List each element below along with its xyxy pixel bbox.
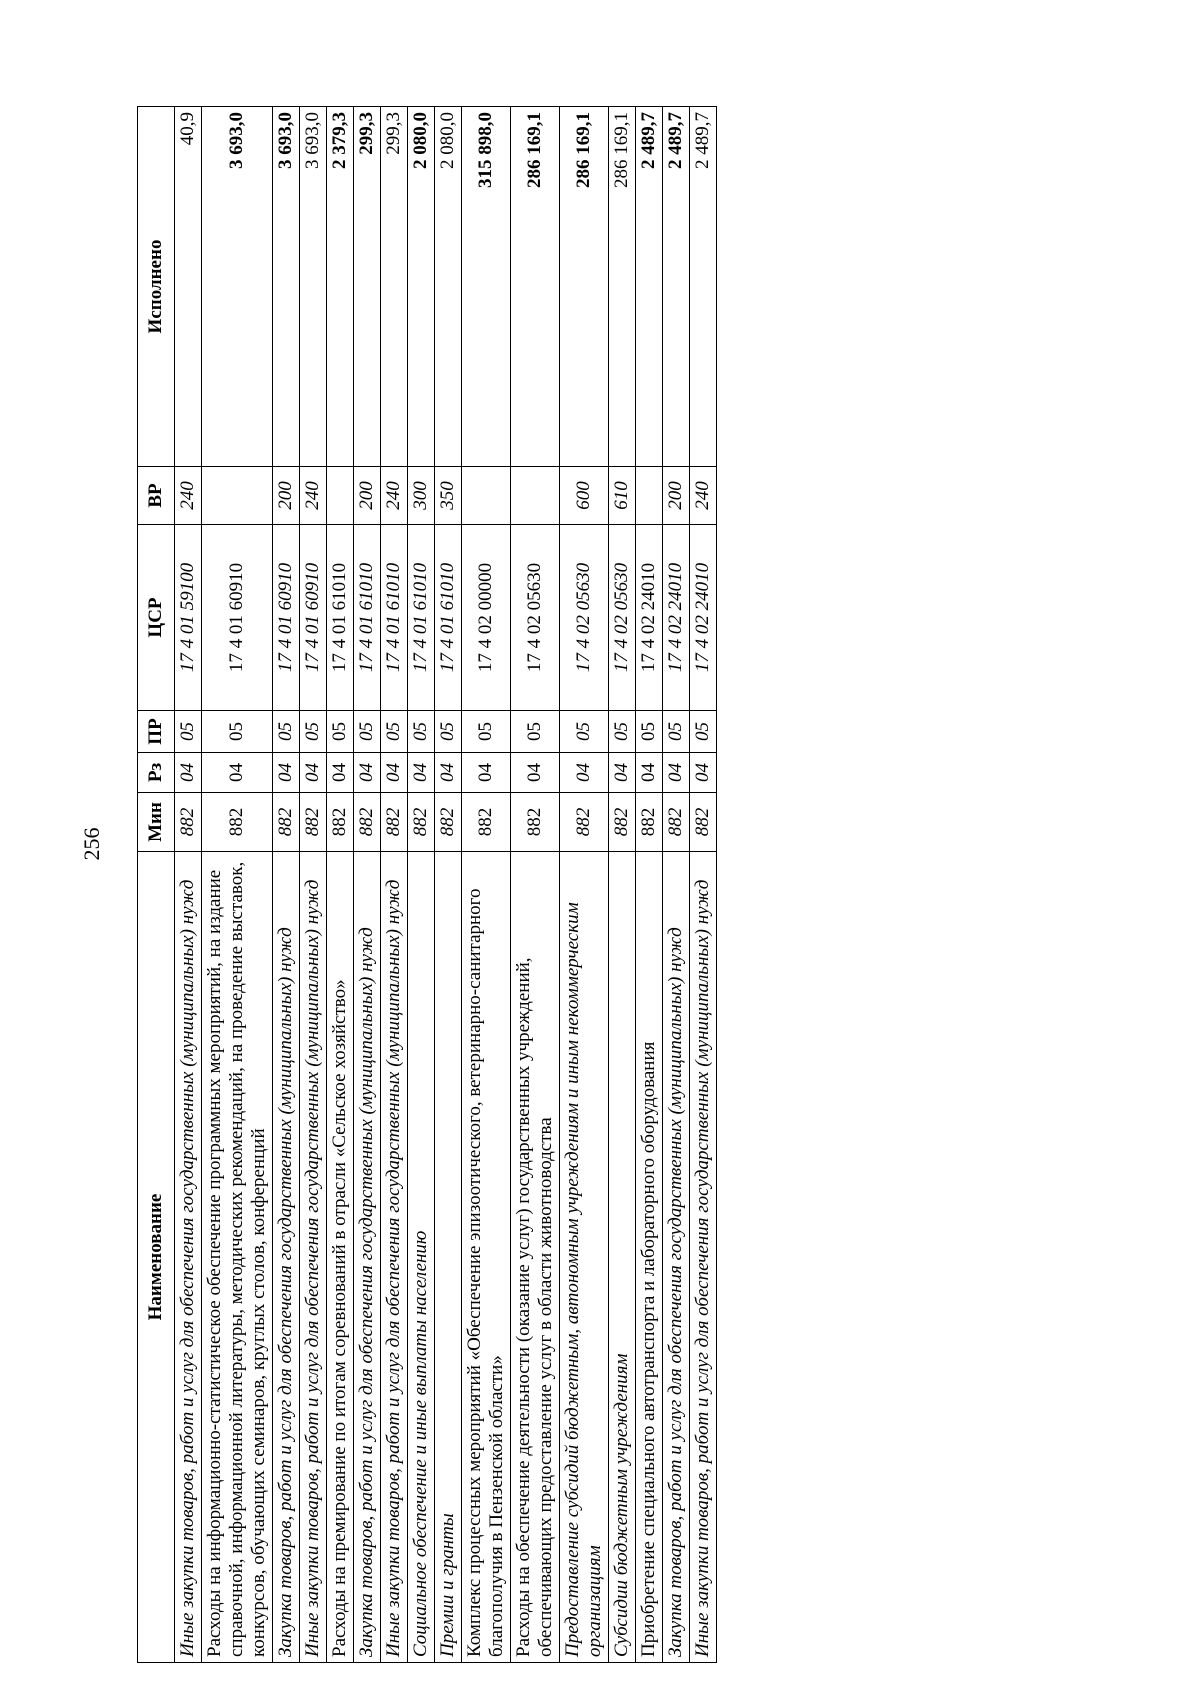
- cell-csr: 17 4 02 00000: [462, 525, 511, 711]
- cell-pr: 05: [202, 711, 273, 753]
- cell-rz: 04: [560, 753, 609, 793]
- cell-pr: 05: [636, 711, 663, 753]
- table-row: [636, 107, 663, 1663]
- cell-name: Приобретение специального автотранспорта и лабораторного оборудования: [636, 852, 663, 1663]
- cell-name: Расходы на обеспечение деятельности (оказание услуг) государственных учреждений, обеспечивающих предоставление услуг в области животноводства: [511, 852, 560, 1663]
- cell-min: 882: [300, 793, 327, 852]
- cell-min: 882: [690, 793, 717, 852]
- cell-name: Расходы на информационно-статистическое обеспечение программных мероприятий, на издание справочной, информационной литературы, методических рекомендаций, на проведение выставок, конкурсов, обучающих семинаров, круглых столов, конференций: [202, 852, 273, 1663]
- cell-amount: 286 169,1: [560, 107, 609, 467]
- table-header-row: [138, 107, 175, 1663]
- cell-csr: 17 4 01 61010: [408, 525, 435, 711]
- cell-csr: 17 4 01 59100: [175, 525, 202, 711]
- table-row: [354, 107, 381, 1663]
- cell-min: 882: [663, 793, 690, 852]
- cell-min: 882: [636, 793, 663, 852]
- table-row: [202, 107, 273, 1663]
- cell-amount: 299,3: [381, 107, 408, 467]
- table-row: [381, 107, 408, 1663]
- cell-pr: 05: [511, 711, 560, 753]
- cell-amount: 3 693,0: [300, 107, 327, 467]
- table-row: [690, 107, 717, 1663]
- cell-amount: 2 080,0: [408, 107, 435, 467]
- cell-name: Иные закупки товаров, работ и услуг для обеспечения государственных (муниципальных) нужд: [381, 852, 408, 1663]
- cell-amount: 2 080,0: [435, 107, 462, 467]
- cell-pr: 05: [381, 711, 408, 753]
- cell-vr: 610: [609, 467, 636, 525]
- cell-pr: 05: [663, 711, 690, 753]
- cell-csr: 17 4 01 60910: [202, 525, 273, 711]
- header-min: Мин: [138, 793, 175, 852]
- cell-vr: [462, 467, 511, 525]
- cell-pr: 05: [435, 711, 462, 753]
- cell-csr: 17 4 01 61010: [435, 525, 462, 711]
- cell-rz: 04: [300, 753, 327, 793]
- table-row: [511, 107, 560, 1663]
- cell-min: 882: [609, 793, 636, 852]
- cell-min: 882: [354, 793, 381, 852]
- cell-vr: 240: [300, 467, 327, 525]
- cell-rz: 04: [381, 753, 408, 793]
- cell-rz: 04: [609, 753, 636, 793]
- cell-pr: 05: [462, 711, 511, 753]
- cell-amount: 2 379,3: [327, 107, 354, 467]
- cell-name: Субсидии бюджетным учреждениям: [609, 852, 636, 1663]
- cell-rz: 04: [202, 753, 273, 793]
- table-row: [462, 107, 511, 1663]
- cell-min: 882: [273, 793, 300, 852]
- cell-rz: 04: [327, 753, 354, 793]
- cell-csr: 17 4 02 24010: [690, 525, 717, 711]
- cell-vr: [636, 467, 663, 525]
- cell-amount: 3 693,0: [202, 107, 273, 467]
- cell-rz: 04: [273, 753, 300, 793]
- cell-vr: 350: [435, 467, 462, 525]
- cell-csr: 17 4 01 61010: [381, 525, 408, 711]
- table-container: [137, 107, 1027, 1663]
- cell-min: 882: [327, 793, 354, 852]
- cell-rz: 04: [511, 753, 560, 793]
- cell-pr: 05: [408, 711, 435, 753]
- cell-name: Социальное обеспечение и иные выплаты населению: [408, 852, 435, 1663]
- cell-name: Премии и гранты: [435, 852, 462, 1663]
- header-vr: ВР: [138, 467, 175, 525]
- cell-name: Закупка товаров, работ и услуг для обеспечения государственных (муниципальных) нужд: [273, 852, 300, 1663]
- cell-name: Комплекс процессных мероприятий «Обеспечение эпизоотического, ветеринарно-санитарного благополучия в Пензенской области»: [462, 852, 511, 1663]
- header-csr: ЦСР: [138, 525, 175, 711]
- table-row: [609, 107, 636, 1663]
- cell-csr: 17 4 02 05630: [560, 525, 609, 711]
- cell-csr: 17 4 01 61010: [327, 525, 354, 711]
- cell-rz: 04: [408, 753, 435, 793]
- table-row: [327, 107, 354, 1663]
- cell-vr: 200: [663, 467, 690, 525]
- table-body: [175, 107, 717, 1663]
- cell-rz: 04: [175, 753, 202, 793]
- cell-rz: 04: [663, 753, 690, 793]
- cell-amount: 40,9: [175, 107, 202, 467]
- cell-vr: [511, 467, 560, 525]
- cell-name: Закупка товаров, работ и услуг для обеспечения государственных (муниципальных) нужд: [663, 852, 690, 1663]
- cell-name: Иные закупки товаров, работ и услуг для обеспечения государственных (муниципальных) нужд: [300, 852, 327, 1663]
- header-rz: Рз: [138, 753, 175, 793]
- table-row: [663, 107, 690, 1663]
- cell-rz: 04: [354, 753, 381, 793]
- cell-rz: 04: [690, 753, 717, 793]
- table-row: [300, 107, 327, 1663]
- cell-name: Расходы на премирование по итогам соревнований в отрасли «Сельское хозяйство»: [327, 852, 354, 1663]
- cell-vr: 240: [381, 467, 408, 525]
- cell-rz: 04: [462, 753, 511, 793]
- cell-pr: 05: [327, 711, 354, 753]
- header-name: Наименование: [138, 852, 175, 1663]
- cell-csr: 17 4 02 24010: [663, 525, 690, 711]
- cell-csr: 17 4 01 60910: [273, 525, 300, 711]
- cell-vr: 200: [354, 467, 381, 525]
- header-pr: ПР: [138, 711, 175, 753]
- cell-min: 882: [202, 793, 273, 852]
- cell-csr: 17 4 01 61010: [354, 525, 381, 711]
- page-number: 256: [79, 827, 104, 861]
- budget-table: [137, 106, 717, 1663]
- cell-min: 882: [381, 793, 408, 852]
- table-row: [408, 107, 435, 1663]
- cell-vr: [202, 467, 273, 525]
- cell-vr: 200: [273, 467, 300, 525]
- cell-name: Предоставление субсидий бюджетным, автономным учреждениям и иным некоммерческим организациям: [560, 852, 609, 1663]
- cell-vr: 300: [408, 467, 435, 525]
- cell-amount: 286 169,1: [511, 107, 560, 467]
- cell-name: Закупка товаров, работ и услуг для обеспечения государственных (муниципальных) нужд: [354, 852, 381, 1663]
- cell-vr: [327, 467, 354, 525]
- cell-amount: 2 489,7: [663, 107, 690, 467]
- cell-min: 882: [175, 793, 202, 852]
- cell-min: 882: [511, 793, 560, 852]
- cell-pr: 05: [300, 711, 327, 753]
- cell-vr: 240: [175, 467, 202, 525]
- cell-vr: 600: [560, 467, 609, 525]
- cell-pr: 05: [175, 711, 202, 753]
- cell-min: 882: [560, 793, 609, 852]
- cell-pr: 05: [560, 711, 609, 753]
- cell-min: 882: [408, 793, 435, 852]
- cell-csr: 17 4 02 05630: [609, 525, 636, 711]
- header-amount: Исполнено: [138, 107, 175, 467]
- cell-name: Иные закупки товаров, работ и услуг для обеспечения государственных (муниципальных) нужд: [690, 852, 717, 1663]
- table-row: [175, 107, 202, 1663]
- cell-amount: 315 898,0: [462, 107, 511, 467]
- cell-pr: 05: [273, 711, 300, 753]
- cell-csr: 17 4 02 24010: [636, 525, 663, 711]
- cell-rz: 04: [435, 753, 462, 793]
- cell-pr: 05: [690, 711, 717, 753]
- cell-amount: 3 693,0: [273, 107, 300, 467]
- cell-amount: 299,3: [354, 107, 381, 467]
- cell-min: 882: [435, 793, 462, 852]
- cell-amount: 2 489,7: [636, 107, 663, 467]
- cell-vr: 240: [690, 467, 717, 525]
- table-row: [435, 107, 462, 1663]
- cell-min: 882: [462, 793, 511, 852]
- cell-amount: 286 169,1: [609, 107, 636, 467]
- cell-csr: 17 4 01 60910: [300, 525, 327, 711]
- table-row: [273, 107, 300, 1663]
- cell-rz: 04: [636, 753, 663, 793]
- table-row: [560, 107, 609, 1663]
- cell-amount: 2 489,7: [690, 107, 717, 467]
- cell-name: Иные закупки товаров, работ и услуг для обеспечения государственных (муниципальных) нужд: [175, 852, 202, 1663]
- cell-pr: 05: [609, 711, 636, 753]
- cell-csr: 17 4 02 05630: [511, 525, 560, 711]
- cell-pr: 05: [354, 711, 381, 753]
